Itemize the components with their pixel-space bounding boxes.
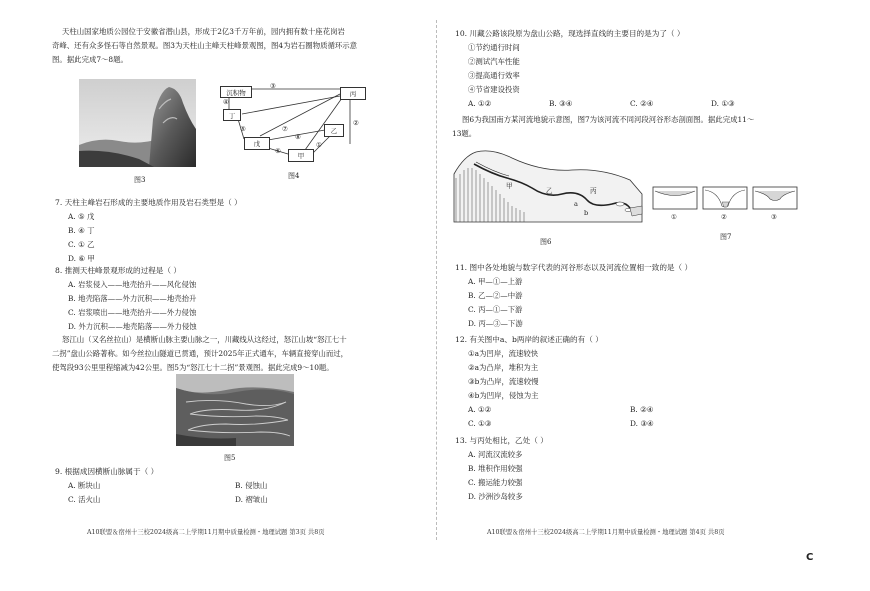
intro-line: 奇峰、还有众多怪石等自然景观。图3为天柱山主峰天柱峰景观图，图4为岩石圈物质循环示意 (52, 41, 358, 50)
left-page-footer: A10联盟＆宿州十三校2024级高二上学期11月期中质量检测・地理试题 第3页 共8页 (87, 529, 325, 536)
question-10: 10. 川藏公路该段原为盘山公路，现选择直线的主要目的是为了（ ） (455, 29, 685, 38)
fig3-caption: 图3 (134, 176, 146, 184)
fig6-caption: 图6 (540, 238, 552, 246)
q7-option-a: A. ⑤ 戊 (68, 212, 95, 221)
fig4-box-wu: 戊 (244, 137, 270, 150)
question-12: 12. 有关图中a、b两岸的叙述正确的有（ ） (455, 335, 603, 344)
question-8: 8. 推测天柱峰景观形成的过程是（ ） (55, 266, 181, 275)
fig6-label-yi: 乙 (546, 187, 553, 195)
q10-item-3: ③提高通行效率 (468, 71, 520, 80)
fig4-rock-cycle-diagram (220, 84, 368, 162)
fig4-label-6: ⑥ (275, 147, 281, 155)
q7-option-c: C. ① 乙 (68, 240, 95, 249)
q7-option-b: B. ④ 丁 (68, 226, 95, 235)
fig7-label-2: ② (721, 213, 727, 221)
fig4-box-jia: 甲 (288, 149, 314, 162)
question-9: 9. 根据成因横断山脉属于（ ） (55, 467, 159, 476)
question-13: 13. 与丙处相比，乙处（ ） (455, 436, 548, 445)
q7-option-d: D. ⑥ 甲 (68, 254, 95, 263)
intro-line: 图。据此完成7～8题。 (52, 55, 128, 64)
q12-option-c: C. ①③ (468, 419, 492, 428)
q9-option-a: A. 断块山 (68, 481, 101, 490)
intro2-line: 怒江山（又名丝拉山）是横断山脉主要山脉之一，川藏线从这经过，怒江山坡“怒江七十 (62, 335, 347, 344)
q9-option-b: B. 侵蚀山 (235, 481, 268, 490)
q12-item-2: ②a为凸岸，堆积为主 (468, 363, 539, 372)
q10-option-a: A. ①② (468, 99, 492, 108)
q8-option-d: D. 外力沉积——地壳陷落——外力侵蚀 (68, 322, 197, 331)
q10-item-4: ④节省建设投资 (468, 85, 520, 94)
q13-option-b: B. 堆积作用较强 (468, 464, 523, 473)
q10-item-2: ②测试汽车性能 (468, 57, 520, 66)
q10-option-d: D. ①③ (711, 99, 735, 108)
fig4-caption: 图4 (288, 172, 300, 180)
q11-option-b: B. 乙—②—中游 (468, 291, 523, 300)
intro3-line: 图6为我国南方某河流地貌示意图，图7为该河流不同河段河谷形态剖面图。据此完成11～ (462, 115, 755, 124)
fig6-label-b: b (584, 209, 589, 217)
q12-option-b: B. ②④ (630, 405, 654, 414)
fig4-box-sediment: 沉积物 (220, 86, 252, 98)
fig4-label-3: ③ (270, 82, 276, 90)
fig4-box-ding: 丁 (223, 109, 241, 121)
q13-option-c: C. 搬运能力较强 (468, 478, 523, 487)
fig7-caption: 图7 (720, 233, 732, 241)
fig4-label-5: ⑤ (240, 125, 246, 133)
q12-item-1: ①a为凹岸，流速较快 (468, 349, 539, 358)
fig4-box-bing: 丙 (340, 87, 366, 100)
q12-option-a: A. ①② (468, 405, 492, 414)
fig4-label-4: ④ (223, 98, 229, 106)
intro2-line: 二拐”盘山公路著称。如今丝拉山隧道已贯通，预计2025年正式通车，车辆直接穿山而过， (52, 349, 349, 358)
q11-option-c: C. 丙—①—下游 (468, 305, 523, 314)
q13-option-a: A. 河流汉流较多 (468, 450, 523, 459)
fig6-label-bing: 丙 (590, 187, 597, 195)
fig4-label-2: ② (353, 119, 359, 127)
question-11: 11. 图中各处地貌与数字代表的河谷形态以及河流位置相一致的是（ ） (455, 263, 693, 272)
question-7: 7. 天柱主峰岩石形成的主要地质作用及岩石类型是（ ） (55, 198, 242, 207)
right-page-footer: A10联盟＆宿州十三校2024级高二上学期11月期中质量检测・地理试题 第4页 共8页 (487, 529, 725, 536)
corner-mark: C (806, 552, 814, 563)
intro3-line: 13题。 (452, 129, 477, 138)
q10-item-1: ①节约通行时间 (468, 43, 520, 52)
intro2-line: 使驾段93公里里程缩减为42公里。图5为“怒江七十二拐”景观图。据此完成9～10题。 (52, 363, 334, 372)
fig4-box-yi: 乙 (324, 124, 344, 137)
fig3-photo-tianzhu-peak (79, 79, 196, 167)
fig5-caption: 图5 (224, 454, 236, 462)
q10-option-c: C. ②④ (630, 99, 654, 108)
q8-option-a: A. 岩浆侵入——地壳抬升——风化侵蚀 (68, 280, 197, 289)
q13-option-d: D. 沙洲沙岛较多 (468, 492, 523, 501)
q8-option-b: B. 地壳陷落——外力沉积——地壳抬升 (68, 294, 197, 303)
fig4-label-1: ① (316, 141, 322, 149)
fig5-photo-nujiang-road (176, 374, 294, 446)
fig6-label-jia: 甲 (506, 182, 513, 190)
fig7-label-1: ① (671, 213, 677, 221)
fig4-label-7: ⑦ (282, 125, 288, 133)
fig7-valley-profiles (652, 186, 800, 226)
q11-option-d: D. 丙—③—下游 (468, 319, 523, 328)
q9-option-c: C. 活火山 (68, 495, 101, 504)
fig6-river-landform-diagram (452, 148, 650, 230)
q12-item-3: ③b为凸岸，流速较慢 (468, 377, 539, 386)
q8-option-c: C. 岩浆喷出——地壳抬升——外力侵蚀 (68, 308, 197, 317)
intro-line: 天柱山国家地质公园位于安徽省潜山县，形成于2亿3千万年前，园内拥有数十座花岗岩 (62, 27, 345, 36)
fig7-label-3: ③ (771, 213, 777, 221)
q9-option-d: D. 褶皱山 (235, 495, 268, 504)
q12-option-d: D. ③④ (630, 419, 654, 428)
q11-option-a: A. 甲—①—上游 (468, 277, 523, 286)
page-divider (436, 20, 437, 540)
fig6-label-a: a (574, 200, 578, 208)
q10-option-b: B. ③④ (549, 99, 573, 108)
q12-item-4: ④b为凹岸，侵蚀为主 (468, 391, 539, 400)
fig4-label-8: ⑧ (295, 133, 301, 141)
